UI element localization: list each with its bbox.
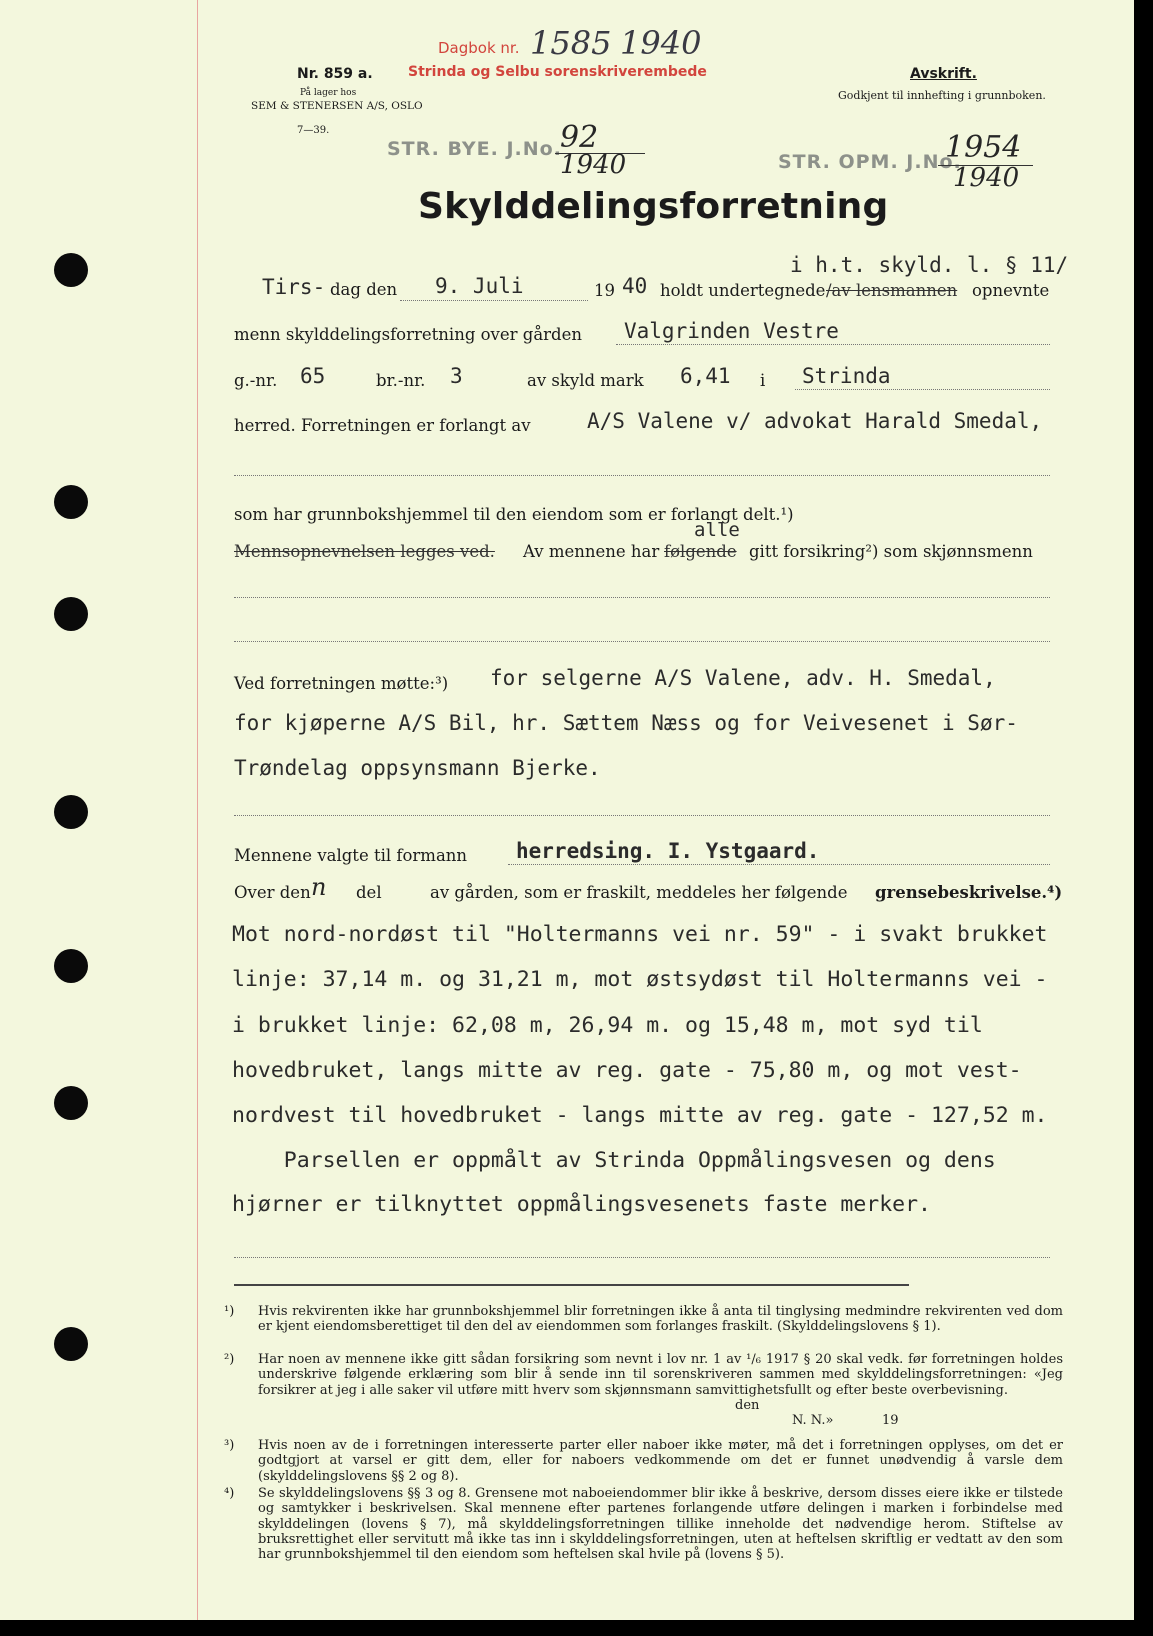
kommune-rule (795, 389, 1050, 390)
blank-rule-3 (234, 641, 1050, 642)
grense-line: Parsellen er oppmålt av Strinda Oppmålingsvesen og dens (232, 1148, 996, 1173)
hts-reference: i h.t. skyld. l. § 11/ (790, 253, 1069, 277)
grense-line: hjørner er tilknyttet oppmålingsvesenets faste merker. (232, 1192, 931, 1217)
formann-label: Mennene valgte til formann (234, 846, 468, 865)
footnote-signature: N. N.» (792, 1413, 834, 1428)
footnote-number: ²) (224, 1352, 235, 1367)
binder-hole (54, 1086, 88, 1120)
footnote-text: Hvis noen av de i forretningen interesserte parter eller naboer ikke møter, må det i forretningen opplyses, om det er godtgjort at varsel er gitt dem, eller for naboers vedkommende om det er funnet unødvendig å varsle dem (skylddelingslovens §§ 2 og 8). (258, 1438, 1063, 1484)
blank-rule-1 (234, 475, 1050, 476)
form-date: 7—39. (297, 125, 330, 136)
opm-year: 1940 (953, 163, 1020, 193)
bye-stamp-label: STR. BYE. J.No. (387, 138, 562, 160)
alle-insert: alle (694, 519, 740, 541)
footnote-3 (224, 1438, 1063, 1486)
holdt-label: holdt undertegnede (660, 281, 826, 300)
avskrift-label: Avskrift. (910, 66, 977, 82)
dagbok-year: 1940 (620, 24, 702, 62)
requester: A/S Valene v/ advokat Harald Smedal, (587, 409, 1043, 433)
bye-number: 92 (560, 120, 599, 155)
grense-line: linje: 37,14 m. og 31,21 m, mot østsydøst til Holtermanns vei - (232, 967, 1048, 992)
publisher-line1: På lager hos (300, 88, 357, 98)
blank-rule-4 (234, 815, 1050, 816)
year-prefix: 19 (594, 281, 615, 300)
kommune-value: Strinda (802, 364, 891, 388)
binder-hole (54, 949, 88, 983)
grunnbok-text: som har grunnbokshjemmel til den eiendom som er forlangt delt.¹) (234, 505, 794, 524)
menn-label: menn skylddelingsforretning over gården (234, 325, 583, 344)
brnr-label: br.-nr. (376, 371, 426, 390)
footnote-number: ⁴) (224, 1486, 235, 1501)
gitt-forsikring-label: gitt forsikring²) som skjønnsmenn (749, 542, 1033, 561)
footnote-number: ³) (224, 1438, 235, 1453)
year-value: 40 (622, 274, 648, 298)
opnevnte-label: opnevnte (972, 281, 1050, 300)
binder-hole (54, 795, 88, 829)
weekday: Tirs- (262, 275, 326, 299)
document-title: Skylddelingsforretning (418, 186, 889, 227)
folgende-struck: følgende (664, 542, 737, 561)
farm-name: Valgrinden Vestre (624, 319, 839, 343)
binder-hole (54, 1327, 88, 1361)
over-den-value: n (311, 873, 327, 901)
footnote-year: 19 (882, 1413, 899, 1428)
footnote-text: Har noen av mennene ikke gitt sådan forsikring som nevnt i lov nr. 1 av ¹/₆ 1917 § 20 skal vedk. før forretningen holdes underskrive følgende erklæring som blir å sende inn til sorenskriveren sammen med skylddelingsforretningen: «Jeg forsikrer at jeg i alle saker vil utføre mitt hverv som skjønnsmann samvittighetsfullt og efter beste overbevisning. (258, 1352, 1063, 1398)
dag-den-label: dag den (330, 280, 398, 299)
footnote-1 (224, 1304, 1063, 1350)
over-den-label: Over den (234, 883, 311, 902)
godkjent-text: Godkjent til innhefting i grunnboken. (838, 89, 1046, 102)
formann-rule (508, 864, 1050, 865)
mote-line-1: for selgerne A/S Valene, adv. H. Smedal, (490, 666, 996, 690)
dagbok-label: Dagbok nr. (438, 39, 520, 57)
av-mennene-label: Av mennene har (523, 542, 660, 561)
binder-hole (54, 597, 88, 631)
footnote-2 (224, 1352, 1063, 1444)
date-value: 9. Juli (435, 274, 524, 298)
brnr-value: 3 (450, 364, 463, 388)
blank-rule-5 (234, 1257, 1050, 1258)
grense-line: nordvest til hovedbruket - langs mitte av reg. gate - 127,52 m. (232, 1103, 1048, 1128)
blank-rule-2 (234, 597, 1050, 598)
mennsopnevnelsen-struck: Mennsopnevnelsen legges ved. (234, 542, 495, 561)
binder-hole (54, 485, 88, 519)
publisher-line2: SEM & STENERSEN A/S, OSLO (251, 100, 423, 112)
footnote-number: ¹) (224, 1304, 235, 1319)
av-garden-label: av gården, som er fraskilt, meddeles her følgende (430, 883, 848, 902)
mote-label: Ved forretningen møtte:³) (234, 674, 449, 693)
bye-year: 1940 (560, 150, 627, 180)
opm-stamp-label: STR. OPM. J.No. (778, 151, 962, 173)
footnote-den: den (735, 1398, 760, 1413)
mote-line-2: for kjøperne A/S Bil, hr. Sættem Næss og for Veivesenet i Sør- (234, 711, 1018, 735)
mote-line-3: Trøndelag oppsynsmann Bjerke. (234, 756, 601, 780)
formann-value: herredsing. I. Ystgaard. (516, 839, 820, 863)
opm-number: 1954 (945, 130, 1022, 165)
office-stamp: Strinda og Selbu sorenskriverembede (408, 64, 707, 80)
footnote-4 (224, 1486, 1063, 1566)
skyld-label: av skyld mark (527, 371, 644, 390)
grense-line: Mot nord-nordøst til "Holtermanns vei nr. 59" - i svakt brukket (232, 922, 1048, 947)
gnr-value: 65 (300, 364, 326, 388)
footnote-separator (234, 1284, 909, 1286)
binder-hole (54, 253, 88, 287)
form-number: Nr. 859 a. (297, 66, 373, 82)
herred-label: herred. Forretningen er forlangt av (234, 416, 531, 435)
footnote-text: Se skylddelingslovens §§ 3 og 8. Grensene mot naboeiendommer blir ikke å beskrive, dersom disses eiere ikke er tilstede og samtykker i beskrivelsen. Skal mennene efter partenes forlangende utføre delingen i marken i forbindelse med skylddelingen (lovens § 7), må skylddelingsforretningen tillike inneholde det nødvendige herom. Stiftelse av bruksrettighet eller servitutt må ikke tas inn i skylddelingsforretningen, uten at heftelsen skriftlig er vedtatt av den som har grunnbokshjemmel til den eiendom som heftelsen skal hvile på (lovens § 5). (258, 1486, 1063, 1563)
grense-line: i brukket linje: 62,08 m, 26,94 m. og 15,48 m, mot syd til (232, 1013, 983, 1038)
gnr-label: g.-nr. (234, 371, 278, 390)
farm-rule (616, 344, 1050, 345)
dagbok-number: 1585 (530, 24, 612, 62)
grensebeskrivelse-label: grensebeskrivelse.⁴) (875, 883, 1063, 902)
grense-line: hovedbruket, langs mitte av reg. gate - 75,80 m, og mot vest- (232, 1058, 1022, 1083)
struck-lensmann: /av lensmannen (826, 281, 958, 300)
footnote-text: Hvis rekvirenten ikke har grunnbokshjemmel blir forretningen ikke å anta til tinglysing medmindre rekvirenten ved dom er kjent eiendomsberettiget til den del av eiendommen som forlanges fraskilt. (Skylddelingslovens § 1). (258, 1304, 1063, 1335)
date-rule (400, 300, 588, 301)
i-label: i (760, 371, 766, 390)
del-label: del (356, 883, 382, 902)
margin-line (197, 0, 198, 1620)
skyld-value: 6,41 (680, 364, 731, 388)
